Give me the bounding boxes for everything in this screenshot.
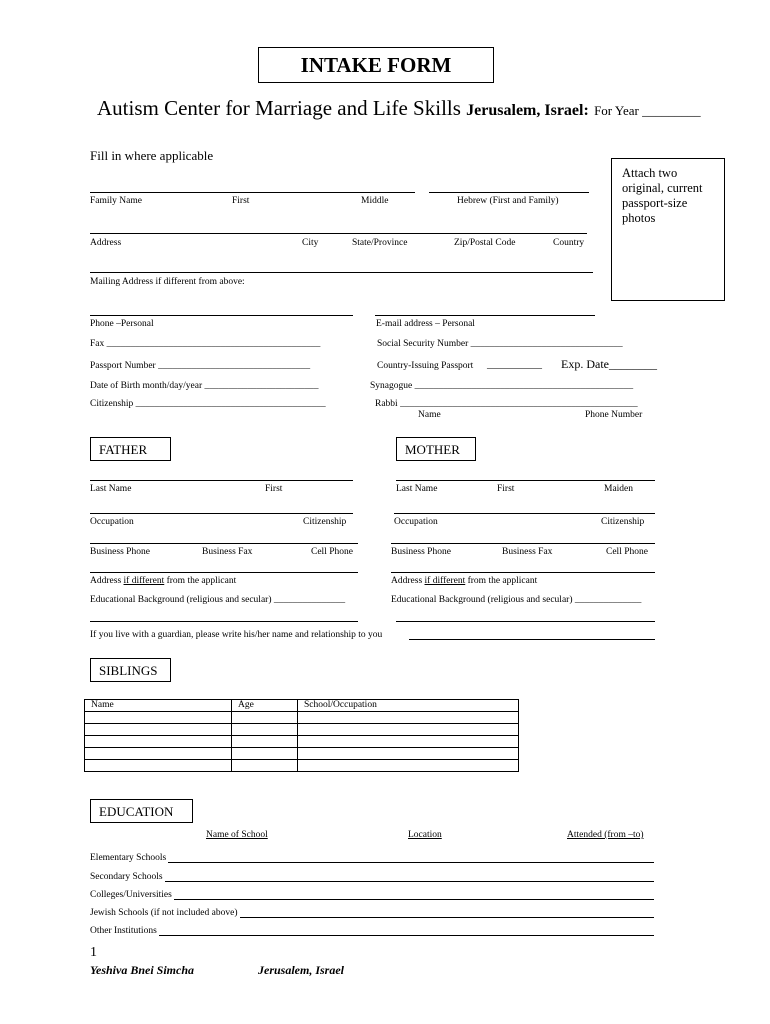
phone-personal-label: Phone –Personal bbox=[90, 319, 154, 329]
father-cell-phone-label: Cell Phone bbox=[311, 547, 353, 557]
family-name-label: Family Name bbox=[90, 196, 142, 206]
sibling-age-cell[interactable] bbox=[232, 760, 298, 772]
state-label: State/Province bbox=[352, 238, 408, 248]
sibling-age-cell[interactable] bbox=[232, 736, 298, 748]
table-row[interactable] bbox=[85, 748, 519, 760]
citizenship-field[interactable]: Citizenship ________________________________________ bbox=[90, 399, 326, 409]
father-education-line[interactable] bbox=[90, 621, 358, 622]
name-field-line[interactable] bbox=[90, 192, 415, 193]
guardian-field-line[interactable] bbox=[409, 639, 655, 640]
mother-address-line[interactable] bbox=[391, 572, 655, 573]
for-year-field[interactable]: For Year _________ bbox=[594, 103, 701, 118]
education-row-label: Jewish Schools (if not included above) bbox=[90, 908, 238, 918]
mother-business-fax-label: Business Fax bbox=[502, 547, 553, 557]
education-row-label: Other Institutions bbox=[90, 926, 157, 936]
photo-attachment-box bbox=[611, 158, 725, 301]
father-name-line[interactable] bbox=[90, 480, 353, 481]
guardian-label: If you live with a guardian, please write his/her name and relationship to you bbox=[90, 630, 383, 640]
address-field-line[interactable] bbox=[90, 233, 587, 234]
table-row[interactable] bbox=[85, 724, 519, 736]
siblings-col-name: Name bbox=[85, 700, 232, 712]
table-row[interactable] bbox=[85, 760, 519, 772]
sibling-name-cell[interactable] bbox=[85, 712, 232, 724]
education-heading: EDUCATION bbox=[90, 799, 193, 823]
passport-number-field[interactable]: Passport Number ________________________________ bbox=[90, 361, 311, 371]
education-row-field[interactable] bbox=[174, 899, 654, 900]
father-occupation-line[interactable] bbox=[90, 513, 353, 514]
form-title: INTAKE FORM bbox=[258, 47, 494, 83]
siblings-col-age: Age bbox=[232, 700, 298, 712]
father-citizenship-label: Citizenship bbox=[303, 517, 347, 527]
father-education-field[interactable]: Educational Background (religious and secular) _______________ bbox=[90, 595, 346, 605]
mother-citizenship-label: Citizenship bbox=[601, 517, 645, 527]
father-first-name-label: First bbox=[265, 484, 283, 494]
mother-occupation-label: Occupation bbox=[394, 517, 438, 527]
sibling-school-cell[interactable] bbox=[298, 748, 519, 760]
page-number: 1 bbox=[90, 945, 97, 960]
sibling-school-cell[interactable] bbox=[298, 760, 519, 772]
father-address-label: Address if different from the applicant bbox=[90, 576, 237, 586]
mother-phone-line[interactable] bbox=[391, 543, 655, 544]
sibling-name-cell[interactable] bbox=[85, 760, 232, 772]
father-last-name-label: Last Name bbox=[90, 484, 132, 494]
form-subtitle: Autism Center for Marriage and Life Skills Jerusalem, Israel: For Year _________ bbox=[97, 96, 701, 120]
ssn-field[interactable]: Social Security Number ________________________________ bbox=[377, 339, 623, 349]
table-row[interactable] bbox=[85, 736, 519, 748]
sibling-age-cell[interactable] bbox=[232, 748, 298, 760]
father-occupation-label: Occupation bbox=[90, 517, 134, 527]
rabbi-name-label: Name bbox=[418, 410, 441, 420]
mailing-address-field-line[interactable] bbox=[90, 272, 593, 273]
zip-label: Zip/Postal Code bbox=[454, 238, 516, 248]
siblings-header-row bbox=[85, 700, 519, 712]
email-personal-label: E-mail address – Personal bbox=[376, 319, 475, 329]
footer-org: Yeshiva Bnei Simcha bbox=[90, 963, 195, 977]
country-label: Country bbox=[553, 238, 585, 248]
siblings-col-school: School/Occupation bbox=[298, 700, 519, 712]
mother-education-field[interactable]: Educational Background (religious and secular) ______________ bbox=[391, 595, 642, 605]
sibling-age-cell[interactable] bbox=[232, 712, 298, 724]
education-row-label: Colleges/Universities bbox=[90, 890, 172, 900]
middle-name-label: Middle bbox=[361, 196, 389, 206]
sibling-school-cell[interactable] bbox=[298, 712, 519, 724]
fax-field[interactable]: Fax _____________________________________________ bbox=[90, 339, 321, 349]
sibling-school-cell[interactable] bbox=[298, 736, 519, 748]
father-business-fax-label: Business Fax bbox=[202, 547, 253, 557]
city-label: City bbox=[302, 238, 319, 248]
education-row-field[interactable] bbox=[240, 917, 654, 918]
father-address-line[interactable] bbox=[90, 572, 358, 573]
mother-first-name-label: First bbox=[497, 484, 515, 494]
rabbi-field[interactable]: Rabbi __________________________________________________ bbox=[375, 399, 638, 409]
rabbi-phone-label: Phone Number bbox=[585, 410, 643, 420]
sibling-school-cell[interactable] bbox=[298, 724, 519, 736]
mother-cell-phone-label: Cell Phone bbox=[606, 547, 648, 557]
country-issuing-label: Country-Issuing Passport bbox=[377, 361, 474, 371]
sibling-name-cell[interactable] bbox=[85, 736, 232, 748]
mother-business-phone-label: Business Phone bbox=[391, 547, 451, 557]
hebrew-name-label: Hebrew (First and Family) bbox=[457, 196, 559, 206]
mother-last-name-label: Last Name bbox=[396, 484, 438, 494]
education-col-attended: Attended (from –to) bbox=[567, 830, 644, 840]
mother-occupation-line[interactable] bbox=[394, 513, 655, 514]
table-row[interactable] bbox=[85, 712, 519, 724]
dob-field[interactable]: Date of Birth month/day/year ________________________ bbox=[90, 381, 319, 391]
photo-note: Attach two original, current passport-size photos bbox=[622, 166, 703, 225]
education-row-field[interactable] bbox=[168, 862, 654, 863]
mailing-address-label: Mailing Address if different from above: bbox=[90, 277, 245, 287]
org-name: Autism Center for Marriage and Life Skills bbox=[97, 96, 461, 120]
phone-field-line[interactable] bbox=[90, 315, 353, 316]
education-row-label: Secondary Schools bbox=[90, 872, 163, 882]
siblings-table bbox=[84, 699, 519, 772]
org-location: Jerusalem, Israel bbox=[466, 102, 584, 119]
sibling-age-cell[interactable] bbox=[232, 724, 298, 736]
first-name-label: First bbox=[232, 196, 250, 206]
email-field-line[interactable] bbox=[375, 315, 595, 316]
education-col-school: Name of School bbox=[206, 830, 268, 840]
instructions-text: Fill in where applicable bbox=[90, 148, 214, 163]
siblings-heading: SIBLINGS bbox=[90, 658, 171, 682]
father-phone-line[interactable] bbox=[90, 543, 358, 544]
synagogue-field[interactable]: Synagogue ______________________________________________ bbox=[370, 381, 634, 391]
education-col-location: Location bbox=[408, 830, 442, 840]
footer-location: Jerusalem, Israel bbox=[258, 963, 345, 977]
education-row-field[interactable] bbox=[159, 935, 654, 936]
education-row-field[interactable] bbox=[165, 881, 654, 882]
education-row-label: Elementary Schools bbox=[90, 853, 167, 863]
father-business-phone-label: Business Phone bbox=[90, 547, 150, 557]
mother-name-line[interactable] bbox=[396, 480, 655, 481]
mother-heading: MOTHER bbox=[396, 437, 476, 461]
address-label: Address bbox=[90, 238, 122, 248]
father-heading: FATHER bbox=[90, 437, 171, 461]
country-issuing-field[interactable]: ___________ bbox=[487, 359, 542, 370]
hebrew-name-field-line[interactable] bbox=[429, 192, 589, 193]
mother-education-line[interactable] bbox=[396, 621, 655, 622]
exp-date-field[interactable]: Exp. Date________ bbox=[561, 357, 657, 371]
sibling-name-cell[interactable] bbox=[85, 724, 232, 736]
mother-maiden-name-label: Maiden bbox=[604, 484, 634, 494]
mother-address-label: Address if different from the applicant bbox=[391, 576, 538, 586]
sibling-name-cell[interactable] bbox=[85, 748, 232, 760]
